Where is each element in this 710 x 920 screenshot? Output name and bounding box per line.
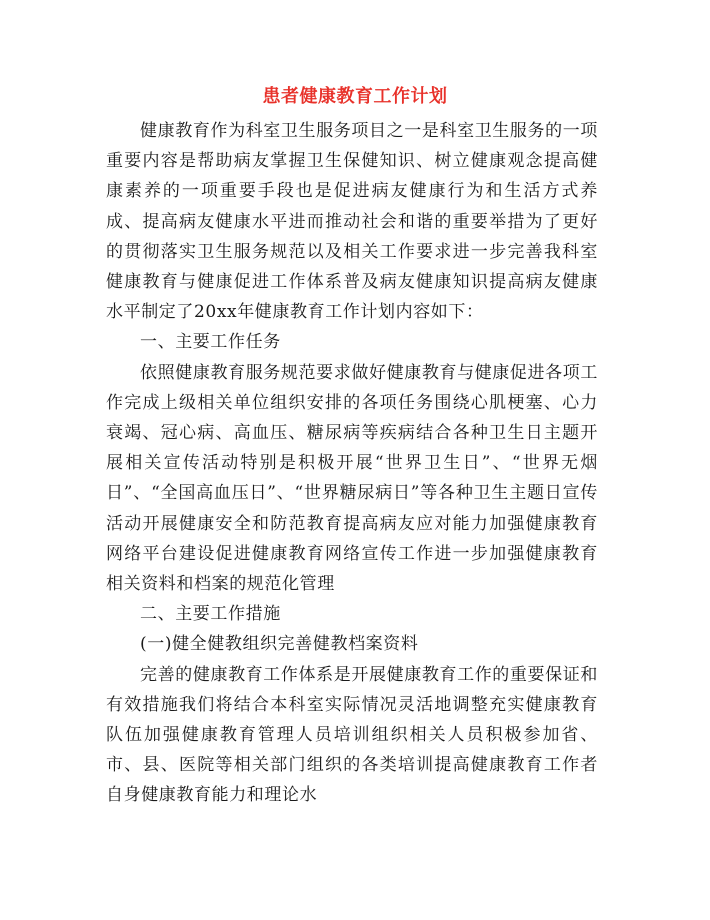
document-title: 患者健康教育工作计划 bbox=[262, 86, 448, 107]
section-heading-measures: 二、主要工作措施 bbox=[140, 604, 281, 625]
document-body bbox=[106, 116, 598, 811]
subsection-heading-organization: (一)健全健教组织完善健教档案资料 bbox=[140, 634, 419, 655]
measures-paragraph: 完善的健康教育工作体系是开展健康教育工作的重要保证和有效措施我们将结合本科室实际情况灵活地调整充实健康教育队伍加强健康教育管理人员培训组织相关人员积极参加省、市、县、医院等相关部门组织的各类培训提高健康教育工作者自身健康教育能力和理论水 bbox=[106, 664, 598, 806]
intro-paragraph: 健康教育作为科室卫生服务项目之一是科室卫生服务的一项重要内容是帮助病友掌握卫生保健知识、树立健康观念提高健康素养的一项重要手段也是促进病友健康行为和生活方式养成、提高病友健康水平进而推动社会和谐的重要举措为了更好的贯彻落实卫生服务规范以及相关工作要求进一步完善我科室健康教育与健康促进工作体系普及病友健康知识提高病友健康水平制定了20xx年健康教育工作计划内容如下： bbox=[106, 121, 598, 323]
tasks-paragraph: 依照健康教育服务规范要求做好健康教育与健康促进各项工作完成上级相关单位组织安排的各项任务围绕心肌梗塞、心力衰竭、冠心病、高血压、糖尿病等疾病结合各种卫生日主题开展相关宣传活动特别是积极开展“世界卫生日”、“世界无烟日”、“全国高血压日”、“世界糖尿病日”等各种卫生主题日宣传活动开展健康安全和防范教育提高病友应对能力加强健康教育网络平台建设促进健康教育网络宣传工作进一步加强健康教育相关资料和档案的规范化管理 bbox=[106, 362, 598, 595]
section-heading-tasks: 一、主要工作任务 bbox=[140, 332, 281, 353]
